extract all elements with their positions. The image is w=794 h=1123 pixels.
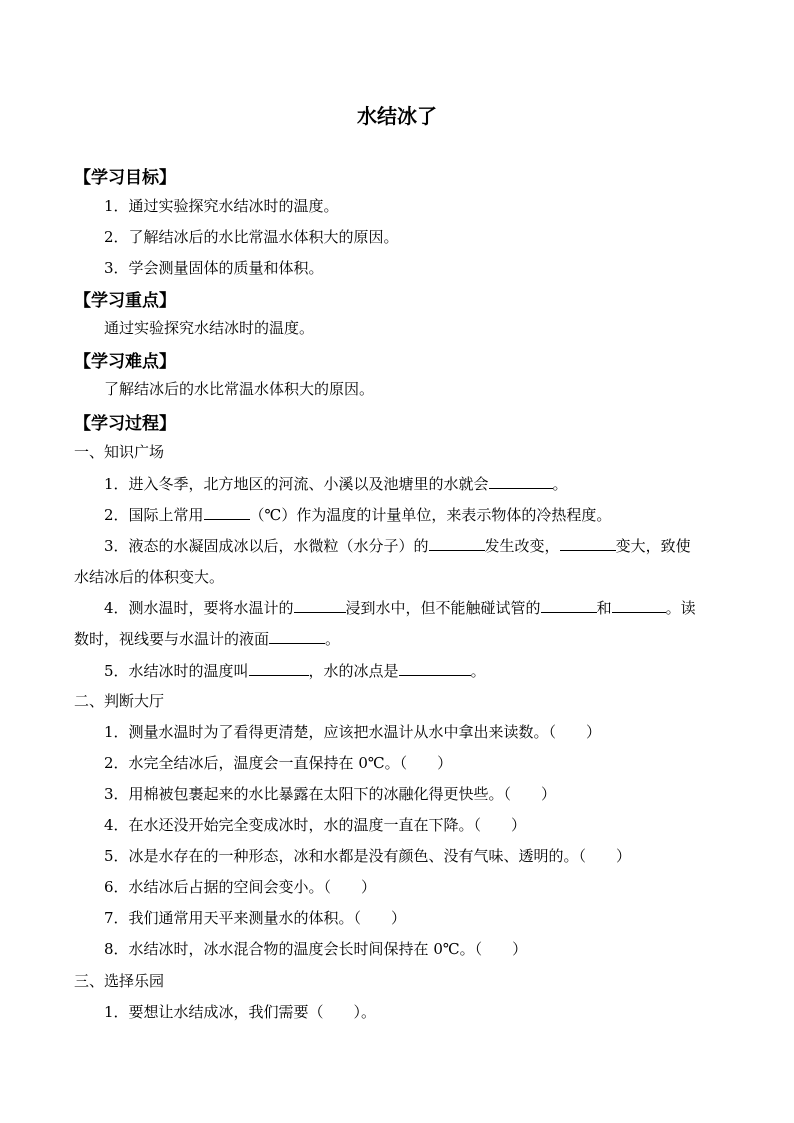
answer-blank[interactable]: [204, 505, 250, 520]
judge-item: 1．测量水温时为了看得更清楚，应该把水温计从水中拿出来读数。（ ）: [104, 723, 602, 741]
question-text: 5．水结冰时的温度叫: [104, 662, 249, 680]
fill-question-3-cont: 水结冰后的体积变大。: [74, 568, 225, 586]
judge-item: 7．我们通常用天平来测量水的体积。（ ）: [104, 909, 407, 927]
question-text: 。: [470, 662, 486, 680]
question-text: 4．测水温时，要将水温计的: [104, 599, 294, 617]
part3-title: 三、选择乐园: [74, 972, 165, 990]
answer-blank[interactable]: [399, 661, 471, 676]
question-text: 。读: [665, 599, 696, 617]
fill-question-3: [104, 536, 691, 556]
question-text: ，水的冰点是: [308, 662, 399, 680]
heading-goals: 【学习目标】: [74, 168, 176, 188]
fill-question-1: [104, 474, 568, 494]
heading-process: 【学习过程】: [74, 414, 176, 434]
question-text: （℃）作为温度的计量单位，来表示物体的冷热程度。: [249, 506, 612, 524]
question-text: 。: [552, 475, 568, 493]
page-title: 水结冰了: [357, 104, 437, 128]
question-text: 和: [596, 599, 612, 617]
question-text: 浸到水中，但不能触碰试管的: [345, 599, 541, 617]
question-text: 变大，致使: [615, 537, 691, 555]
judge-item: 2．水完全结冰后，温度会一直保持在 0℃。（ ）: [104, 754, 453, 772]
heading-difficulty: 【学习难点】: [74, 352, 176, 372]
answer-blank[interactable]: [269, 629, 325, 644]
judge-item: 3．用棉被包裹起来的水比暴露在太阳下的冰融化得更快些。（ ）: [104, 785, 557, 803]
key-points-text: 通过实验探究水结冰时的温度。: [104, 319, 315, 337]
question-text: 发生改变，: [484, 537, 560, 555]
judge-item: 5．冰是水存在的一种形态，冰和水都是没有颜色、没有气味、透明的。（ ）: [104, 847, 632, 865]
question-text: 1．进入冬季，北方地区的河流、小溪以及池塘里的水就会: [104, 475, 489, 493]
answer-blank[interactable]: [541, 598, 597, 613]
answer-blank[interactable]: [294, 598, 346, 613]
question-text: 2．国际上常用: [104, 506, 204, 524]
goal-item: 2．了解结冰后的水比常温水体积大的原因。: [104, 228, 399, 246]
fill-question-2: [104, 505, 611, 525]
difficulty-text: 了解结冰后的水比常温水体积大的原因。: [104, 380, 375, 398]
choice-item: 1．要想让水结成冰，我们需要（ ）。: [104, 1003, 377, 1021]
question-text: 3．液态的水凝固成冰以后，水微粒（水分子）的: [104, 537, 429, 555]
answer-blank[interactable]: [612, 598, 666, 613]
judge-item: 6．水结冰后占据的空间会变小。（ ）: [104, 878, 377, 896]
fill-question-4: [104, 598, 696, 618]
judge-item: 4．在水还没开始完全变成冰时，水的温度一直在下降。（ ）: [104, 816, 527, 834]
part2-title: 二、判断大厅: [74, 692, 165, 710]
answer-blank[interactable]: [489, 474, 553, 489]
answer-blank[interactable]: [429, 536, 485, 551]
fill-question-4-cont: [74, 629, 340, 649]
part1-title: 一、知识广场: [74, 443, 165, 461]
goal-item: 3．学会测量固体的质量和体积。: [104, 259, 324, 277]
judge-item: 8．水结冰时，冰水混合物的温度会长时间保持在 0℃。（ ）: [104, 940, 528, 958]
goal-item: 1．通过实验探究水结冰时的温度。: [104, 197, 339, 215]
question-text: 。: [325, 630, 341, 648]
fill-question-5: [104, 661, 486, 681]
question-text: 数时，视线要与水温计的液面: [74, 630, 270, 648]
heading-key-points: 【学习重点】: [74, 291, 176, 311]
answer-blank[interactable]: [560, 536, 616, 551]
answer-blank[interactable]: [249, 661, 309, 676]
